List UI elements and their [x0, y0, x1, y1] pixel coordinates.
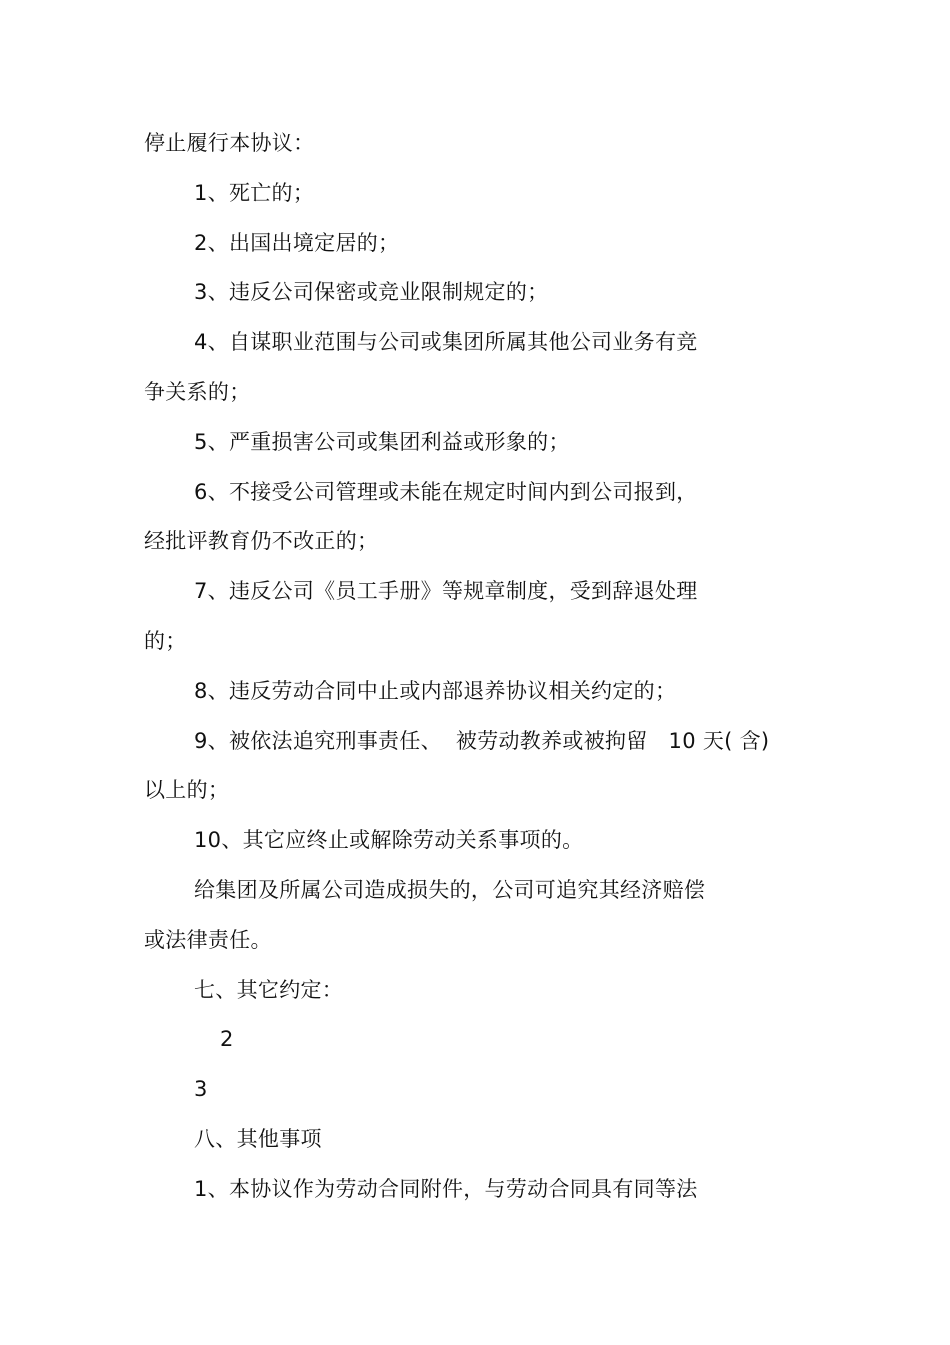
text-line: 经批评教育仍不改正的；: [144, 529, 379, 553]
list-item: 1、本协议作为劳动合同附件，与劳动合同具有同等法: [194, 1177, 698, 1201]
paragraph-line: 给集团及所属公司造成损失的，公司可追究其经济赔偿: [194, 878, 706, 902]
text-line: 争关系的；: [144, 380, 251, 404]
text-line: 以上的；: [144, 778, 230, 802]
text-line: 或法律责任。: [144, 928, 272, 952]
list-item: 8、违反劳动合同中止或内部退养协议相关约定的；: [194, 679, 677, 703]
list-item: 9、被依法追究刑事责任、 被劳动教养或被拘留 10 天( 含): [194, 729, 770, 753]
list-item: 2、出国出境定居的；: [194, 231, 400, 255]
list-item: 5、严重损害公司或集团利益或形象的；: [194, 430, 570, 454]
list-item: 7、违反公司《员工手册》等规章制度，受到辞退处理: [194, 579, 698, 603]
section-heading: 八、其他事项: [194, 1127, 322, 1151]
list-item: 3、违反公司保密或竞业限制规定的；: [194, 280, 549, 304]
list-item: 6、不接受公司管理或未能在规定时间内到公司报到，: [194, 480, 698, 504]
text-line: 的；: [144, 629, 187, 653]
list-number: 2: [220, 1027, 234, 1051]
list-item: 10、其它应终止或解除劳动关系事项的。: [194, 828, 584, 852]
list-item: 1、死亡的；: [194, 181, 315, 205]
section-heading: 七、其它约定：: [194, 978, 344, 1002]
list-number: 3: [194, 1077, 208, 1101]
list-item: 4、自谋职业范围与公司或集团所属其他公司业务有竞: [194, 330, 698, 354]
text-line: 停止履行本协议：: [144, 131, 315, 155]
